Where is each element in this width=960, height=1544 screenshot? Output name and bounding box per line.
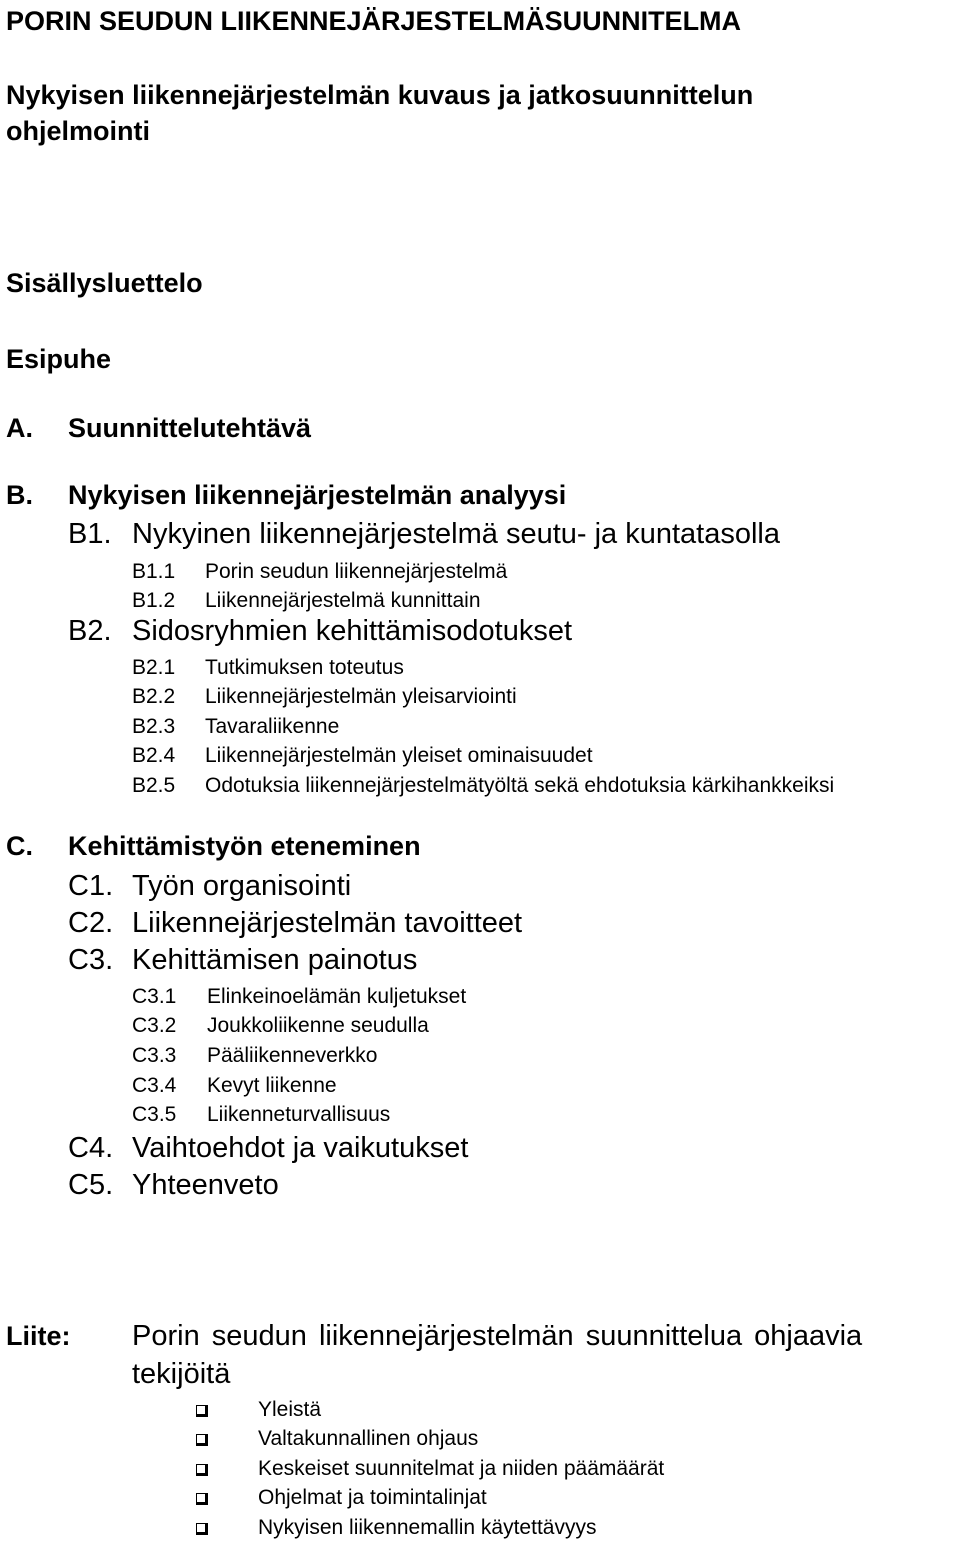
toc-c3-1-title: Elinkeinoelämän kuljetukset xyxy=(207,985,467,1008)
appendix-bullet-5: Nykyisen liikennemallin käytettävyys xyxy=(258,1516,597,1539)
toc-section-b-title: Nykyisen liikennejärjestelmän analyysi xyxy=(68,480,567,510)
toc-c1-number: C1. xyxy=(68,870,114,902)
toc-c2-title: Liikennejärjestelmän tavoitteet xyxy=(132,907,523,939)
appendix-bullet-4: Ohjelmat ja toimintalinjat xyxy=(258,1486,487,1509)
toc-b2-5-title: Odotuksia liikennejärjestelmätyöltä sekä ehdotuksia kärkihankkeiksi xyxy=(205,774,835,797)
appendix-bullet-2: Valtakunnallinen ohjaus xyxy=(258,1427,479,1450)
toc-preface: Esipuhe xyxy=(6,344,112,374)
toc-b1-1-title: Porin seudun liikennejärjestelmä xyxy=(205,560,508,583)
toc-c5-number: C5. xyxy=(68,1169,114,1201)
toc-section-a-title: Suunnittelutehtävä xyxy=(68,413,312,443)
toc-b2-4-title: Liikennejärjestelmän yleiset ominaisuudet xyxy=(205,744,593,767)
toc-b2-4-number: B2.4 xyxy=(132,744,176,767)
toc-section-c-title: Kehittämistyön eteneminen xyxy=(68,831,421,861)
toc-b2-2-number: B2.2 xyxy=(132,685,176,708)
toc-c3-number: C3. xyxy=(68,944,114,976)
toc-c3-2-number: C3.2 xyxy=(132,1014,177,1037)
checkbox-square-icon xyxy=(196,1523,208,1535)
toc-c3-4-number: C3.4 xyxy=(132,1074,177,1097)
toc-c3-title: Kehittämisen painotus xyxy=(132,944,418,976)
toc-c3-4-title: Kevyt liikenne xyxy=(207,1074,337,1097)
checkbox-square-icon xyxy=(196,1434,208,1446)
toc-c3-3-title: Pääliikenneverkko xyxy=(207,1044,378,1067)
appendix-title-line2: tekijöitä xyxy=(132,1358,231,1390)
toc-b1-2-title: Liikennejärjestelmä kunnittain xyxy=(205,589,481,612)
toc-b2-2-title: Liikennejärjestelmän yleisarviointi xyxy=(205,685,517,708)
toc-b1-2-number: B1.2 xyxy=(132,589,176,612)
toc-c3-3-number: C3.3 xyxy=(132,1044,177,1067)
document-title: PORIN SEUDUN LIIKENNEJÄRJESTELMÄSUUNNITELMA xyxy=(6,6,742,36)
toc-b1-1-number: B1.1 xyxy=(132,560,176,583)
toc-c3-5-number: C3.5 xyxy=(132,1103,177,1126)
appendix-title-line1: Porin seudun liikennejärjestelmän suunnittelua ohjaavia xyxy=(132,1320,863,1352)
toc-b2-3-title: Tavaraliikenne xyxy=(205,715,340,738)
toc-section-a-number: A. xyxy=(6,413,33,443)
toc-b2-1-title: Tutkimuksen toteutus xyxy=(205,656,404,679)
toc-c3-5-title: Liikenneturvallisuus xyxy=(207,1103,391,1126)
toc-b1-title: Nykyinen liikennejärjestelmä seutu- ja kuntatasolla xyxy=(132,518,780,550)
toc-heading: Sisällysluettelo xyxy=(6,268,203,298)
toc-c5-title: Yhteenveto xyxy=(132,1169,279,1201)
toc-section-c-number: C. xyxy=(6,831,33,861)
document-subtitle-line2: ohjelmointi xyxy=(6,116,150,146)
appendix-bullet-1: Yleistä xyxy=(258,1398,322,1421)
toc-c4-title: Vaihtoehdot ja vaikutukset xyxy=(132,1132,469,1164)
toc-c3-1-number: C3.1 xyxy=(132,985,177,1008)
toc-b2-number: B2. xyxy=(68,615,112,647)
document-subtitle-line1: Nykyisen liikennejärjestelmän kuvaus ja jatkosuunnittelun xyxy=(6,80,754,110)
checkbox-square-icon xyxy=(196,1405,208,1417)
toc-b2-1-number: B2.1 xyxy=(132,656,176,679)
toc-b2-3-number: B2.3 xyxy=(132,715,176,738)
checkbox-square-icon xyxy=(196,1464,208,1476)
toc-c1-title: Työn organisointi xyxy=(132,870,352,902)
appendix-label: Liite: xyxy=(6,1321,71,1351)
toc-c3-2-title: Joukkoliikenne seudulla xyxy=(207,1014,429,1037)
appendix-bullet-3: Keskeiset suunnitelmat ja niiden päämäärät xyxy=(258,1457,665,1480)
checkbox-square-icon xyxy=(196,1493,208,1505)
toc-section-b-number: B. xyxy=(6,480,33,510)
toc-b2-5-number: B2.5 xyxy=(132,774,176,797)
toc-b2-title: Sidosryhmien kehittämisodotukset xyxy=(132,615,573,647)
toc-b1-number: B1. xyxy=(68,518,112,550)
toc-c4-number: C4. xyxy=(68,1132,114,1164)
toc-c2-number: C2. xyxy=(68,907,114,939)
